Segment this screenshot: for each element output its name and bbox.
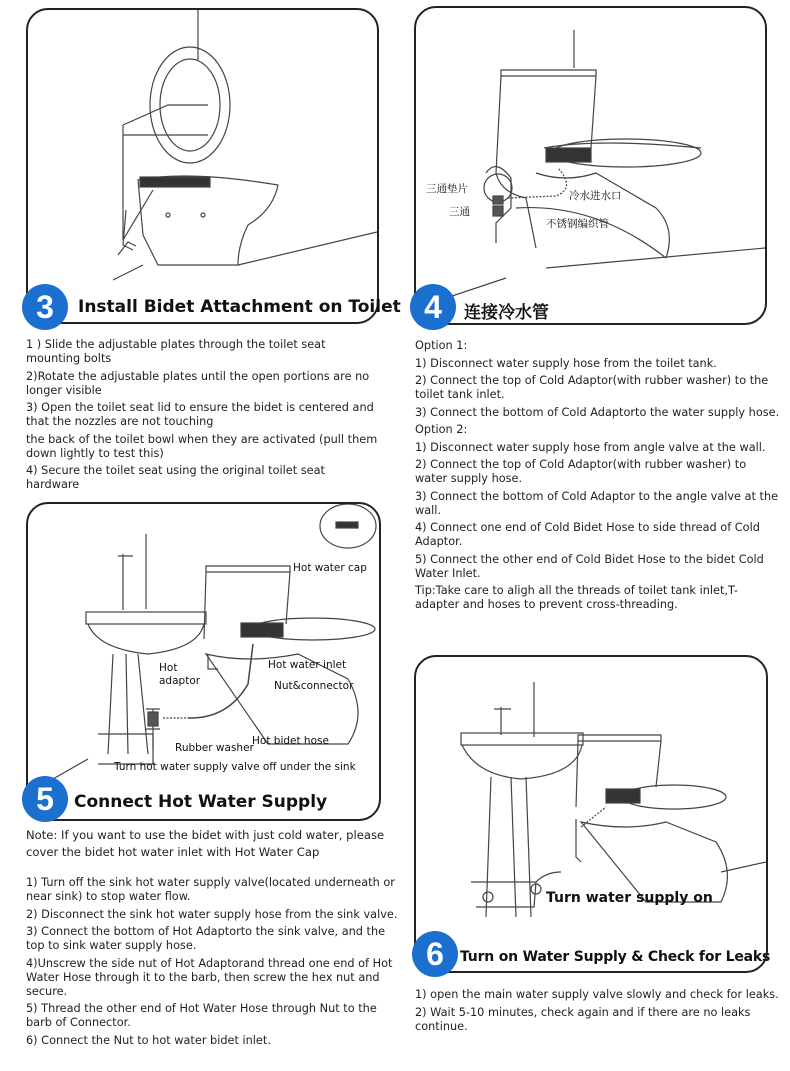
step6-panel: [414, 655, 771, 973]
list-item: Option 1:: [415, 339, 468, 352]
list-item: 2) Connect the top of Cold Adaptor(with rubber washer) to water supply hose.: [415, 458, 747, 485]
list-item: 5) Connect the other end of Cold Bidet Hose to the bidet Cold Water Inlet.: [415, 552, 764, 580]
list-item: 2) Disconnect the sink hot water supply hose from the sink valve.: [26, 907, 398, 921]
hot-adaptor-label: Hot adaptor: [159, 662, 201, 687]
step4-panel: [414, 6, 767, 325]
list-item: Tip:Take care to aligh all the threads of toilet tank inlet,T-adapter and hoses to prevent cross-threading.: [415, 584, 738, 611]
list-item: 6) Connect the Nut to hot water bidet inlet.: [26, 1033, 271, 1047]
step5-number-badge: 5: [22, 776, 68, 822]
step5-title: Connect Hot Water Supply: [74, 792, 328, 812]
list-item: 4) Connect one end of Cold Bidet Hose to side thread of Cold Adaptor.: [415, 521, 760, 548]
tee-gasket-label: 三通垫片: [426, 183, 468, 195]
hot-bidet-hose-label: Hot bidet hose: [252, 735, 329, 747]
list-item: Option 2:: [415, 423, 468, 436]
water-supply-on-illustration: [416, 657, 766, 971]
step4-title: 连接冷水管: [464, 303, 549, 323]
turn-off-valve-label: Turn hot water supply valve off under the sink: [114, 761, 356, 773]
step3-title: Install Bidet Attachment on Toilet: [78, 297, 401, 317]
step6-instructions: [415, 988, 780, 1037]
step4-number-badge: 4: [410, 284, 456, 330]
nut-connector-label: Nut&connector: [274, 680, 354, 692]
list-item: 1) Disconnect water supply hose from angle valve at the wall.: [415, 440, 766, 454]
list-item: 4)Unscrew the side nut of Hot Adaptorand thread one end of Hot Water Hose through it to the barb, then screw the hex nut and secure.: [26, 956, 393, 998]
list-item: 3) Connect the bottom of Hot Adaptorto the sink valve, and the top to sink water supply hose.: [26, 925, 386, 952]
tee-label: 三通: [449, 206, 470, 218]
step6-number-badge: 6: [412, 931, 458, 977]
step5-instructions: [26, 876, 401, 1051]
step3-instructions: [26, 338, 381, 496]
list-item: 3) Open the toilet seat lid to ensure the bidet is centered and that the nozzles are not touching: [26, 401, 374, 428]
step5-panel: [26, 502, 381, 821]
braided-hose-label: 不锈钢编织管: [546, 218, 609, 230]
list-item: 2)Rotate the adjustable plates until the open portions are no longer visible: [26, 369, 370, 397]
list-item: 3) Connect the bottom of Cold Adaptorto the water supply hose.: [415, 405, 780, 419]
list-item: 5) Thread the other end of Hot Water Hose through Nut to the barb of Connector.: [26, 1002, 377, 1029]
list-item: 3) Connect the bottom of Cold Adaptor to the angle valve at the wall.: [415, 489, 779, 517]
hot-water-cap-label: Hot water cap: [293, 562, 367, 574]
rubber-washer-label: Rubber washer: [175, 742, 254, 754]
hot-water-inlet-label: Hot water inlet: [268, 659, 347, 671]
list-item: 4) Secure the toilet seat using the original toilet seat hardware: [26, 464, 325, 491]
list-item: 1) open the main water supply valve slowly and check for leaks.: [415, 988, 779, 1001]
list-item: 1 ) Slide the adjustable plates through the toilet seat mounting bolts: [26, 338, 326, 365]
step4-instructions: [415, 339, 780, 616]
cold-inlet-label: 冷水进水口: [569, 190, 622, 202]
list-item: the back of the toilet bowl when they are activated (pull them down lightly to test this): [26, 432, 378, 460]
cold-water-connection-illustration: [416, 8, 765, 323]
step6-title: Turn on Water Supply & Check for Leaks: [460, 949, 771, 965]
step3-number-badge: 3: [22, 284, 68, 330]
turn-water-supply-on-label: Turn water supply on: [546, 890, 713, 906]
step3-panel: [26, 8, 401, 325]
list-item: 1) Disconnect water supply hose from the toilet tank.: [415, 356, 717, 370]
list-item: 2) Connect the top of Cold Adaptor(with rubber washer) to the toilet tank inlet.: [415, 374, 769, 401]
toilet-bidet-illustration: [28, 10, 377, 322]
step5-note: Note: If you want to use the bidet with just cold water, please cover the bidet hot water inlet with Hot Water Cap: [26, 828, 385, 859]
list-item: 2) Wait 5-10 minutes, check again and if there are no leaks continue.: [415, 1005, 751, 1033]
list-item: 1) Turn off the sink hot water supply valve(located underneath or near sink) to stop water flow.: [26, 876, 395, 903]
